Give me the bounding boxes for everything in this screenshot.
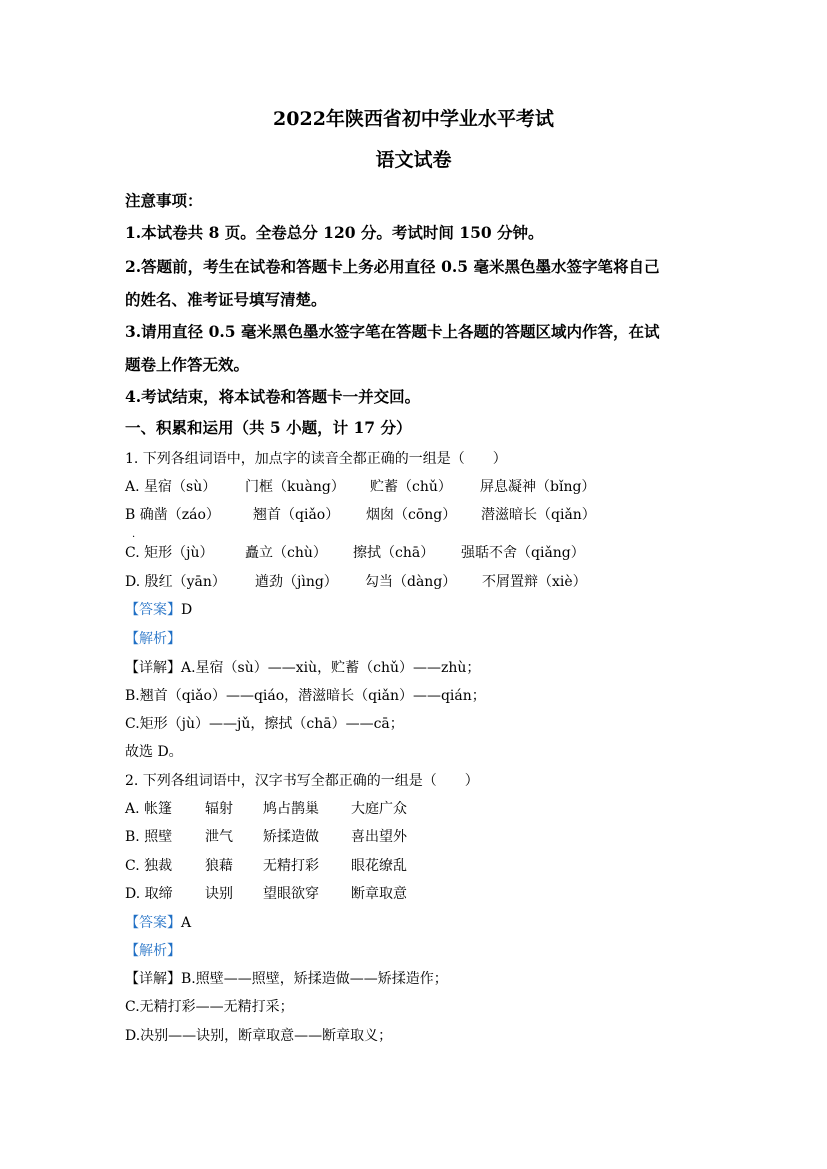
notice-item: 3.请用直径 0.5 毫米黑色墨水签字笔在答题卡上各题的答题区域内作答，在试 xyxy=(125,322,660,341)
question-stem: 1. 下列各组词语中，加点字的读音全都正确的一组是（ ） xyxy=(125,451,507,467)
detail-line: 故选 D。 xyxy=(125,744,183,760)
option-cell: 无精打彩 xyxy=(263,858,319,874)
answer-line xyxy=(125,599,192,619)
option-cell: 矫揉造做 xyxy=(263,829,319,845)
answer-line xyxy=(125,912,191,932)
option-cell: 烟囱（cōng） xyxy=(366,507,457,523)
option-cell: A. 星宿（sù） xyxy=(125,479,217,495)
option-cell: 大庭广众 xyxy=(351,801,407,817)
option-cell: D. 取缔 xyxy=(125,886,173,902)
analysis-label: 【解析】 xyxy=(125,631,181,647)
answer-value: A xyxy=(181,915,192,931)
option-cell: 喜出望外 xyxy=(351,829,407,845)
notice-item: 题卷上作答无效。 xyxy=(125,355,250,374)
question-stem: 2. 下列各组词语中，汉字书写全都正确的一组是（ ） xyxy=(125,773,479,789)
stray-dot: · xyxy=(132,532,136,543)
option-cell: 贮蓄（chǔ） xyxy=(370,479,452,495)
option-cell: 勾当（dàng） xyxy=(365,574,457,590)
option-cell: 门框（kuàng） xyxy=(245,479,345,495)
option-cell: 辐射 xyxy=(205,801,233,817)
detail-line: B.翘首（qiǎo）——qiáo，潜滋暗长（qiǎn）——qián； xyxy=(125,688,486,704)
answer-value: D xyxy=(181,602,193,618)
notice-item: 2.答题前，考生在试卷和答题卡上务必用直径 0.5 毫米黑色墨水签字笔将自己 xyxy=(125,257,660,276)
option-cell: 鸠占鹊巢 xyxy=(263,801,319,817)
option-cell: 狼藉 xyxy=(205,858,233,874)
option-cell: 诀别 xyxy=(205,886,233,902)
option-cell: 望眼欲穿 xyxy=(263,886,319,902)
answer-label: 【答案】 xyxy=(125,602,181,618)
option-cell: 断章取意 xyxy=(351,886,407,902)
detail-line xyxy=(125,657,480,677)
detail-line: D.决别——诀别，断章取意——断章取义； xyxy=(125,1028,393,1044)
option-cell: C. 独裁 xyxy=(125,858,173,874)
section-heading: 一、积累和运用（共 5 小题，计 17 分） xyxy=(125,418,412,437)
notice-item: 的姓名、准考证号填写清楚。 xyxy=(125,290,327,309)
option-cell: 翘首（qiǎo） xyxy=(253,507,340,523)
detail-text: A.星宿（sù）——xiù，贮蓄（chǔ）——zhù； xyxy=(181,660,481,676)
option-cell: 屏息凝神（bǐng） xyxy=(480,479,596,495)
exam-subtitle: 语文试卷 xyxy=(375,149,452,171)
notice-item: 4.考试结束，将本试卷和答题卡一并交回。 xyxy=(125,387,421,406)
option-cell: B. 照壁 xyxy=(125,829,173,845)
detail-label: 【详解】 xyxy=(125,971,181,987)
option-cell: 擦拭（chā） xyxy=(353,545,435,561)
option-cell: A. 帐篷 xyxy=(125,801,173,817)
option-cell: B 确凿（záo） xyxy=(125,507,220,523)
option-cell: D. 殷红（yān） xyxy=(125,574,226,590)
notice-heading: 注意事项： xyxy=(125,191,203,210)
detail-text: B.照壁——照壁，矫揉造做——矫揉造作； xyxy=(181,971,448,987)
notice-item: 1.本试卷共 8 页。全卷总分 120 分。考试时间 150 分钟。 xyxy=(125,223,544,242)
detail-line: C.无精打彩——无精打采； xyxy=(125,999,294,1015)
exam-title: 2022年陕西省初中学业水平考试 xyxy=(273,108,554,130)
analysis-label: 【解析】 xyxy=(125,943,181,959)
option-cell: 不屑置辩（xiè） xyxy=(482,574,587,590)
detail-line xyxy=(125,968,448,988)
option-cell: 泄气 xyxy=(205,829,233,845)
option-cell: C. 矩形（jù） xyxy=(125,545,214,561)
option-cell: 矗立（chù） xyxy=(245,545,327,561)
option-cell: 遒劲（jìng） xyxy=(255,574,338,590)
detail-label: 【详解】 xyxy=(125,660,181,676)
answer-label: 【答案】 xyxy=(125,915,181,931)
detail-line: C.矩形（jù）——jǔ，擦拭（chā）——cā； xyxy=(125,716,404,732)
option-cell: 潜滋暗长（qiǎn） xyxy=(481,507,596,523)
option-cell: 眼花缭乱 xyxy=(351,858,407,874)
option-cell: 强聒不舍（qiǎng） xyxy=(461,545,585,561)
